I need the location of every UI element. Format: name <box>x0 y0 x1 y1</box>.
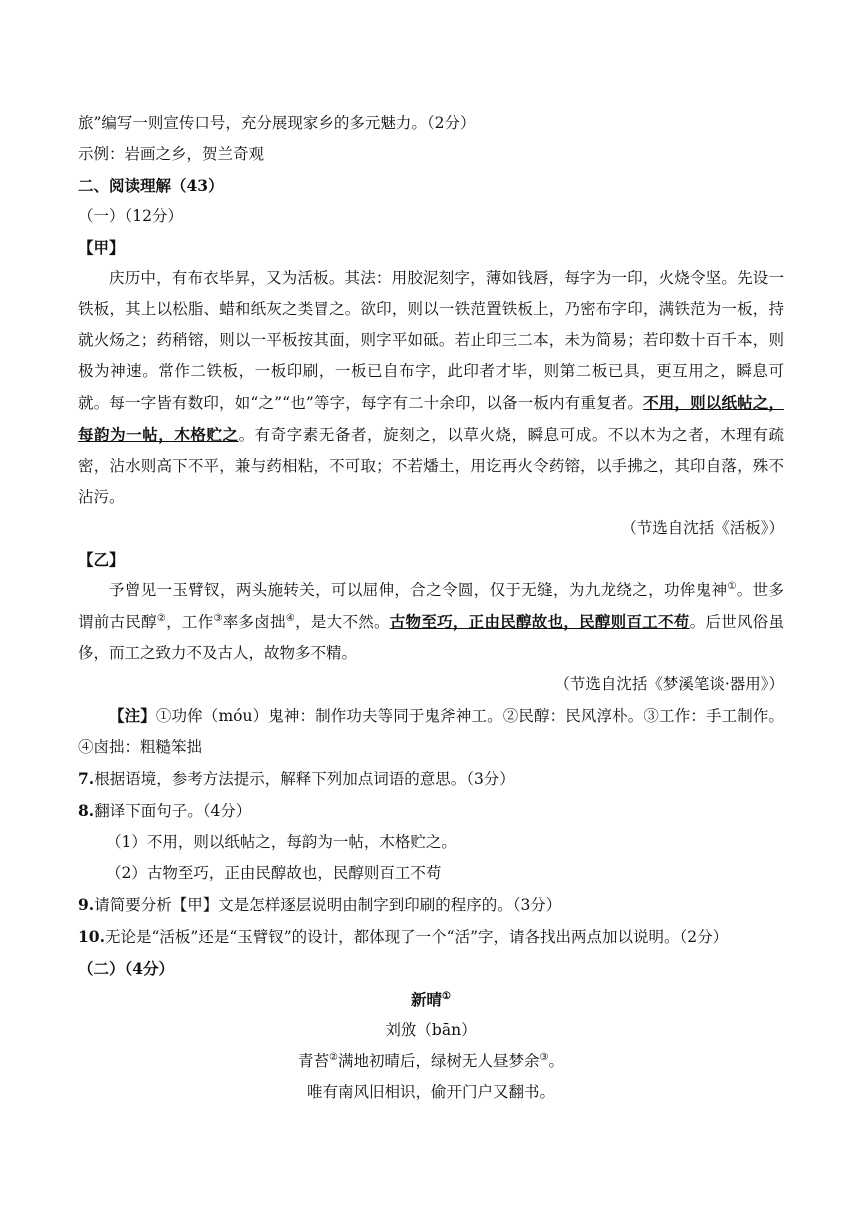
poem-title-text: 新晴 <box>411 990 443 1009</box>
yi-note-3: ③ <box>213 612 223 624</box>
notes <box>78 700 784 763</box>
yi-text-b: 。世多谓前古民醇 <box>78 581 784 631</box>
jia-source: （节选自沈括《活板》） <box>621 519 784 537</box>
top-line: 旅”编写一则宣传口号，充分展现家乡的多元魅力。（2分） <box>78 114 476 132</box>
notes-text: ①功侔（móu）鬼神：制作功夫等同于鬼斧神工。②民醇：民风淳朴。③工作：手工制作。④卤拙：粗糙笨拙 <box>78 707 784 756</box>
poem-line-1-note: ② <box>329 1051 338 1063</box>
q8-item-2: （2）古物至巧，正由民醇故也，民醇则百工不苟 <box>106 864 442 882</box>
poem-title-note: ① <box>442 990 451 1002</box>
question-8 <box>78 795 784 827</box>
yi-note-1: ① <box>727 580 737 592</box>
poem-line-1 <box>78 1046 784 1077</box>
yi-label: 【乙】 <box>78 550 125 569</box>
q10-text: 无论是“活板”还是“玉臂钗”的设计，都体现了一个“活”字，请各找出两点加以说明。（2分） <box>104 928 729 946</box>
poem-line-2: 唯有南风旧相识，偷开门户又翻书。 <box>306 1083 555 1101</box>
example-line: 示例：岩画之乡，贺兰奇观 <box>78 145 265 163</box>
poem-author: 刘攽（bān） <box>385 1021 477 1039</box>
notes-label: 【注】 <box>109 706 156 725</box>
yi-text-a: 予曾见一玉臂钗，两头施转关，可以屈伸，合之令圆，仅于无缝，为九龙绕之，功侔鬼神 <box>109 581 728 599</box>
q8-item-1: （1）不用，则以纸帖之，每韵为一帖，木格贮之。 <box>106 833 457 851</box>
yi-source: （节选自沈括《梦溪笔谈·器用》） <box>554 675 784 693</box>
yi-text-f: 。后世风俗虽侈，而工之致力不及古人，故物多不精。 <box>78 613 784 662</box>
poem-title <box>78 984 784 1015</box>
poem-line-1-note-2: ③ <box>539 1051 549 1063</box>
part1-title: （一）（12分） <box>78 207 183 225</box>
q7-text: 根据语境，参考方法提示，解释下列加点词语的意思。（3分） <box>94 770 515 788</box>
yi-note-2: ② <box>156 612 167 624</box>
yi-underlined-sentence: 古物至巧，正由民醇故也，民醇则百工不苟 <box>389 612 690 631</box>
question-10 <box>78 921 784 953</box>
yi-note-4: ④ <box>285 612 296 624</box>
question-7 <box>78 763 784 795</box>
poem-line-1-b: 满地初晴后，绿树无人昼梦余 <box>337 1052 540 1070</box>
question-9 <box>78 889 784 921</box>
poem-line-1-c: 。 <box>548 1052 564 1070</box>
document-page <box>78 108 784 1108</box>
q9-text: 请简要分析【甲】文是怎样逐层说明由制字到印刷的程序的。（3分） <box>94 896 562 914</box>
q10-number: 10. <box>78 927 105 946</box>
yi-text-c: ，工作 <box>166 613 214 631</box>
jia-text-b: 。有奇字素无备者，旋刻之，以草火烧，瞬息可成。不以木为之者，木理有疏密，沾水则高下不平，兼与药相粘，不可取；不若燔土，用讫再火令药镕，以手拂之，其印自落，殊不沾污。 <box>78 426 784 506</box>
yi-passage <box>78 575 784 669</box>
yi-text-d: 率多卤拙 <box>222 613 286 631</box>
yi-text-e: ，是大不然。 <box>295 613 390 631</box>
section2-title: 二、阅读理解（43） <box>78 176 224 195</box>
q8-number: 8. <box>78 801 95 820</box>
q7-number: 7. <box>78 769 95 788</box>
part2-title: （二）（4分） <box>78 959 175 978</box>
jia-underlined-sentence: 不用，则以纸帖之，每韵为一帖，木格贮之 <box>78 393 784 444</box>
jia-label: 【甲】 <box>78 238 125 257</box>
q8-text: 翻译下面句子。（4分） <box>94 802 252 820</box>
jia-text-a: 庆历中，有布衣毕昇，又为活板。其法：用胶泥刻字，薄如钱唇，每字为一印，火烧令坚。先设一铁板，其上以松脂、蜡和纸灰之类冒之。欲印，则以一铁范置铁板上，乃密布字印，满铁范为一板，持就火炀之；药稍镕，则以一平板按其面，则字平如砥。若止印三二本，未为简易；若印数十百千本，则极为神速。常作二铁板，一板印刷，一板已自布字，此印者才毕，则第二板已具，更互用之，瞬息可就。每一字皆有数印，如“之”“也”等字，每字有二十余印，以备一板内有重复者。 <box>78 269 784 412</box>
poem-line-1-a: 青苔 <box>298 1052 330 1070</box>
q9-number: 9. <box>78 895 95 914</box>
jia-passage <box>78 263 784 513</box>
